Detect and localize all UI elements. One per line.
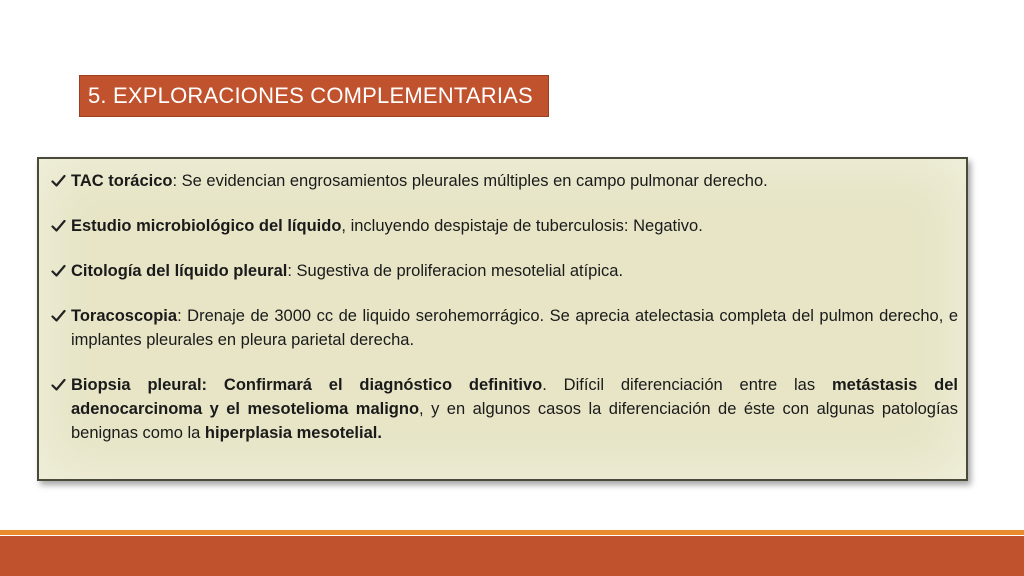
list-item-bold-3: hiperplasia mesotelial. <box>204 424 382 442</box>
list-item-text <box>71 304 958 352</box>
checkmark-icon <box>51 304 71 328</box>
checkmark-icon <box>51 373 71 397</box>
checkmark-icon <box>51 169 71 193</box>
list-item-text <box>71 259 958 283</box>
list-item-text <box>71 373 958 445</box>
list-item-bold: Citología del líquido pleural <box>71 262 288 280</box>
list-item-rest: , incluyendo despistaje de tuberculosis: Negativo. <box>341 217 703 235</box>
content-panel <box>37 157 968 481</box>
checkmark-icon <box>51 214 71 238</box>
section-title-box <box>79 75 549 117</box>
footer-accent-line <box>0 530 1024 535</box>
list-item <box>51 169 958 193</box>
list-item-rest: : Se evidencian engrosamientos pleurales múltiples en campo pulmonar derecho. <box>172 172 768 190</box>
list-item-bold: Estudio microbiológico del líquido <box>71 217 342 235</box>
list-item <box>51 259 958 283</box>
checkmark-icon <box>51 259 71 283</box>
list-item <box>51 373 958 445</box>
list-item-bold: Toracoscopia <box>71 307 178 325</box>
list-item-rest-2: , y en algunos casos la diferenciación de éste con algunas patologías benignas como la <box>71 400 958 442</box>
list-item-text <box>71 214 958 238</box>
list-item-bold: Biopsia pleural: Confirmará el diagnóstico definitivo <box>71 376 543 394</box>
list-item-rest: : Sugestiva de proliferacion mesotelial atípica. <box>287 262 624 280</box>
list-item-rest: : Drenaje de 3000 cc de liquido serohemorrágico. Se aprecia atelectasia completa del pulmon derecho, e implantes pleurales en pleura parietal derecha. <box>71 307 958 349</box>
footer-bar <box>0 536 1024 576</box>
list-item-bold: TAC torácico <box>71 172 173 190</box>
list-item-rest: . Difícil diferenciación entre las <box>542 376 832 394</box>
list-item-bold-2: metástasis del adenocarcinoma y el mesotelioma maligno <box>71 376 958 418</box>
list-item <box>51 214 958 238</box>
section-title: 5. EXPLORACIONES COMPLEMENTARIAS <box>88 83 533 108</box>
list-item <box>51 304 958 352</box>
list-item-text <box>71 169 958 193</box>
